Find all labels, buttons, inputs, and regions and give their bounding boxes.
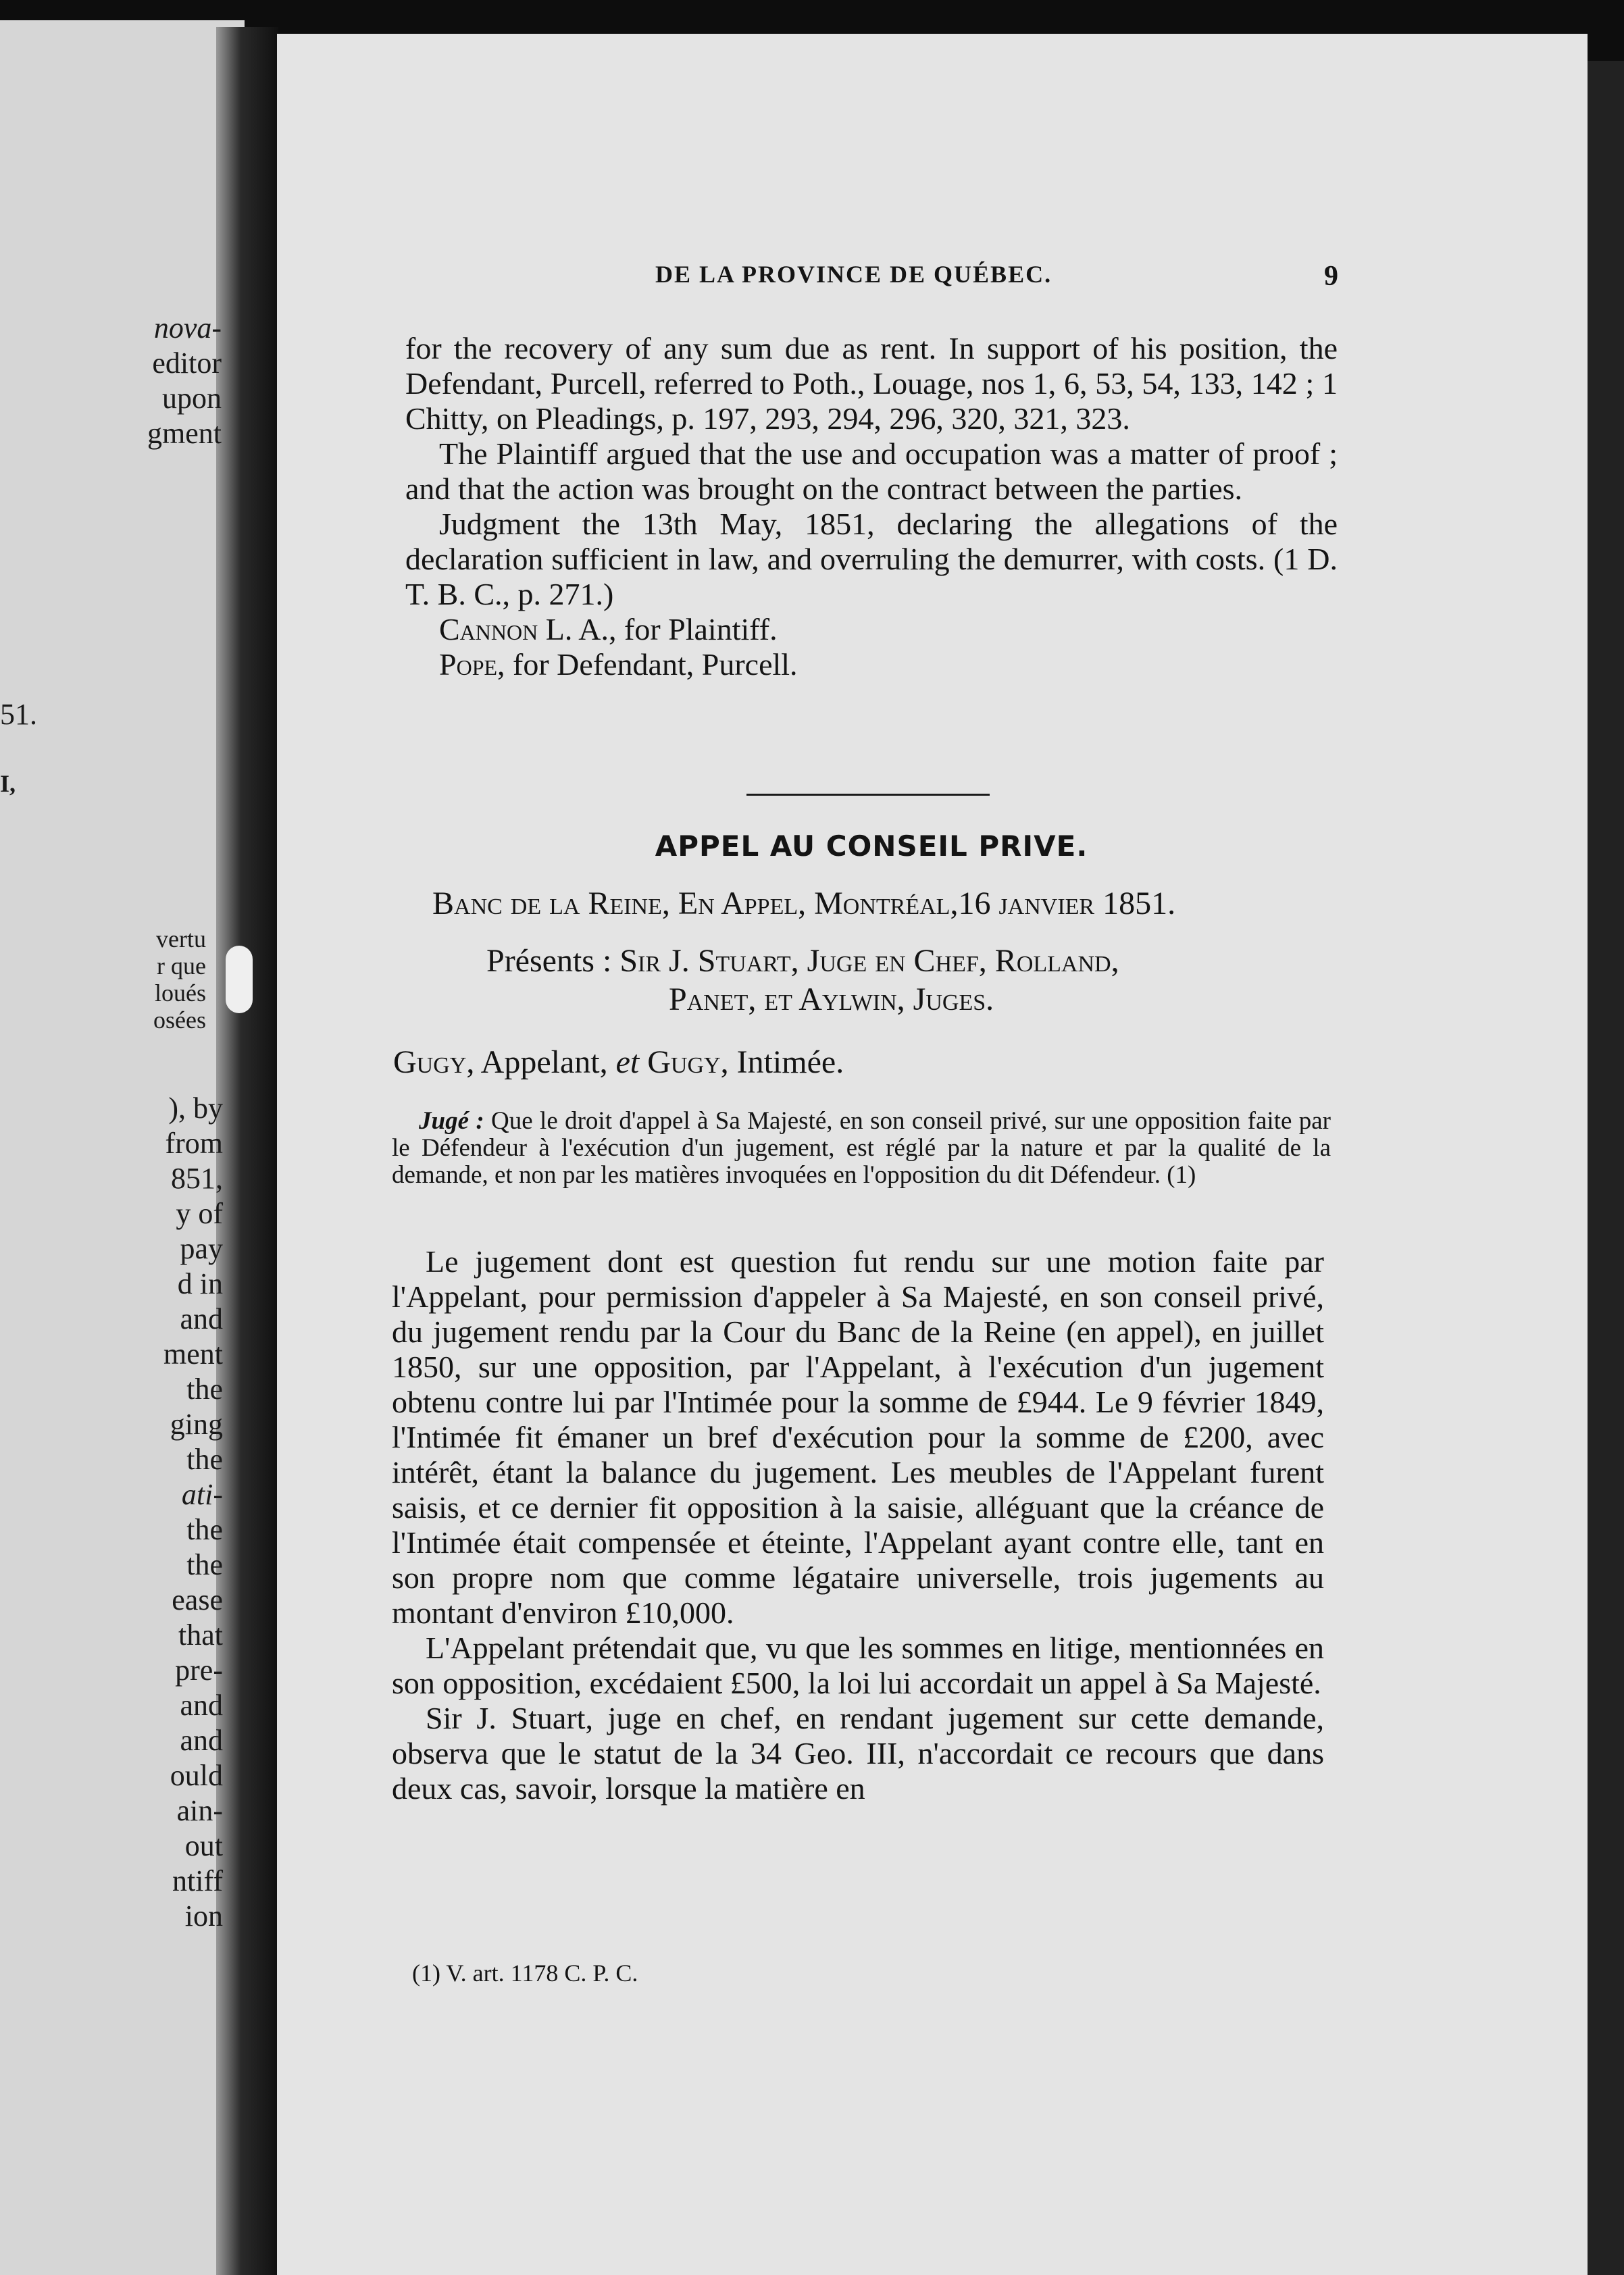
parties-line	[393, 1044, 844, 1081]
respondent-role: , Intimée.	[720, 1044, 844, 1080]
left-fragment: from	[165, 1127, 223, 1160]
counsel-name: Cannon	[439, 612, 538, 646]
left-fragment: gment	[147, 417, 222, 450]
headnote-text: Que le droit d'appel à Sa Majesté, en son conseil privé, sur une opposition faite par le Défendeur à l'exécution d'un jugement, est réglé par la nature et par la qualité de la demande, et non par les matières invoquées en l'opposition du dit Défendeur. (1)	[392, 1107, 1331, 1189]
left-fragment: the	[186, 1443, 223, 1476]
left-fragment: out	[184, 1829, 223, 1862]
judges: Sir J. Stuart, Juge en Chef, Rolland,	[611, 943, 1119, 979]
headnote	[392, 1108, 1331, 1189]
paragraph: Judgment the 13th May, 1851, declaring the allegations of the declaration sufficient in law, and overruling the demurrer, with costs. (1 D. T. B. C., p. 271.)	[405, 507, 1338, 611]
section-divider	[746, 794, 990, 796]
left-fragment: upon	[162, 382, 222, 415]
presents-line-2: Panet, et Aylwin, Juges.	[669, 981, 994, 1017]
book-spine	[216, 27, 278, 2275]
counsel-role: , for Defendant, Purcell.	[497, 647, 798, 682]
left-fragment: ging	[170, 1408, 223, 1441]
counsel-name: Pope	[439, 647, 498, 682]
paragraph: Le jugement dont est question fut rendu sur une motion faite par l'Appelant, pour permission d'appeler à Sa Majesté, en son conseil privé, du jugement rendu par la Cour du Banc de la Reine (en appel), en juillet 1850, sur une opposition, par l'Appelant, à l'exécution d'un jugement obtenu contre lui par l'Intimée pour la somme de £944. Le 9 février 1849, l'Intimée fit émaner un bref d'exécution pour la somme de £200, avec intérêt, étant la balance du jugement. Les meubles de l'Appelant furent saisis, et ce dernier fit opposition à la saisie, alléguant que la créance de l'Intimée était compensée et éteinte, l'Appelant ayant contre elle, tant en son propre nom que comme légataire universelle, trois jugements au montant d'environ £10,000.	[392, 1244, 1324, 1630]
appellant-role: , Appelant,	[466, 1044, 616, 1080]
left-fragment: ati-	[181, 1478, 223, 1511]
left-fragment: vertu	[156, 925, 206, 952]
left-fragment: and	[180, 1724, 223, 1757]
presents-line	[486, 942, 1119, 979]
court-line: Banc de la Reine, En Appel, Montréal,16 janvier 1851.	[432, 886, 1176, 921]
left-fragment: pre-	[175, 1654, 223, 1687]
left-fragment: ment	[163, 1337, 223, 1371]
counsel-line	[405, 647, 1338, 682]
left-fragment: the	[186, 1548, 223, 1581]
left-fragment: d in	[177, 1267, 223, 1300]
left-fragment: and	[180, 1302, 223, 1335]
left-fragment: pay	[180, 1232, 223, 1265]
left-fragment: r que	[157, 952, 206, 979]
left-fragment: ease	[172, 1583, 223, 1616]
left-fragment: osées	[153, 1006, 206, 1033]
conjunction: et	[615, 1044, 640, 1080]
left-fragment: the	[186, 1373, 223, 1406]
page-edge	[1588, 61, 1624, 2275]
left-fragment: that	[178, 1618, 223, 1652]
appellant-name: Gugy	[393, 1044, 467, 1080]
left-fragment: 851,	[171, 1162, 223, 1195]
left-fragment: nova-	[153, 311, 222, 344]
left-fragment: ), by	[168, 1092, 223, 1125]
left-fragment: ould	[170, 1759, 223, 1792]
respondent-name: Gugy	[639, 1044, 721, 1080]
running-head: DE LA PROVINCE DE QUÉBEC.	[655, 261, 1052, 288]
case-body	[392, 1244, 1324, 1806]
page-tab	[226, 946, 253, 1013]
presents-label: Présents :	[486, 943, 612, 979]
footnote: (1) V. art. 1178 C. P. C.	[412, 1960, 638, 1987]
counsel-role: L. A., for Plaintiff.	[538, 612, 778, 646]
left-fragment: y of	[176, 1197, 223, 1230]
paragraph: The Plaintiff argued that the use and occupation was a matter of proof ; and that the action was brought on the contract between the parties.	[405, 436, 1338, 506]
left-fragment: the	[186, 1513, 223, 1546]
page-number: 9	[1324, 261, 1338, 292]
left-fragment: ion	[184, 1899, 223, 1933]
headnote-label: Jugé :	[419, 1107, 484, 1135]
left-fragment: ntiff	[172, 1864, 223, 1897]
case-heading: APPEL AU CONSEIL PRIVE.	[655, 829, 1088, 863]
counsel-line	[405, 612, 1338, 647]
left-fragment: loués	[155, 979, 206, 1006]
left-fragment: and	[180, 1689, 223, 1722]
left-fragment: 51.	[0, 698, 37, 731]
paragraph: Sir J. Stuart, juge en chef, en rendant jugement sur cette demande, observa que le statut de la 34 Geo. III, n'accordait ce recours que dans deux cas, savoir, lorsque la matière en	[392, 1701, 1324, 1806]
left-fragment: I,	[0, 770, 16, 797]
left-fragment: ain-	[176, 1794, 223, 1827]
left-fragment: editor	[152, 347, 222, 380]
paragraph: for the recovery of any sum due as rent. In support of his position, the Defendant, Purcell, referred to Poth., Louage, nos 1, 6, 53, 54, 133, 142 ; 1 Chitty, on Pleadings, p. 197, 293, 294, 296, 320, 321, 323.	[405, 331, 1338, 436]
top-section	[405, 331, 1338, 682]
paragraph: L'Appelant prétendait que, vu que les sommes en litige, mentionnées en son opposition, excédaient £500, la loi lui accordait un appel à Sa Majesté.	[392, 1631, 1324, 1700]
